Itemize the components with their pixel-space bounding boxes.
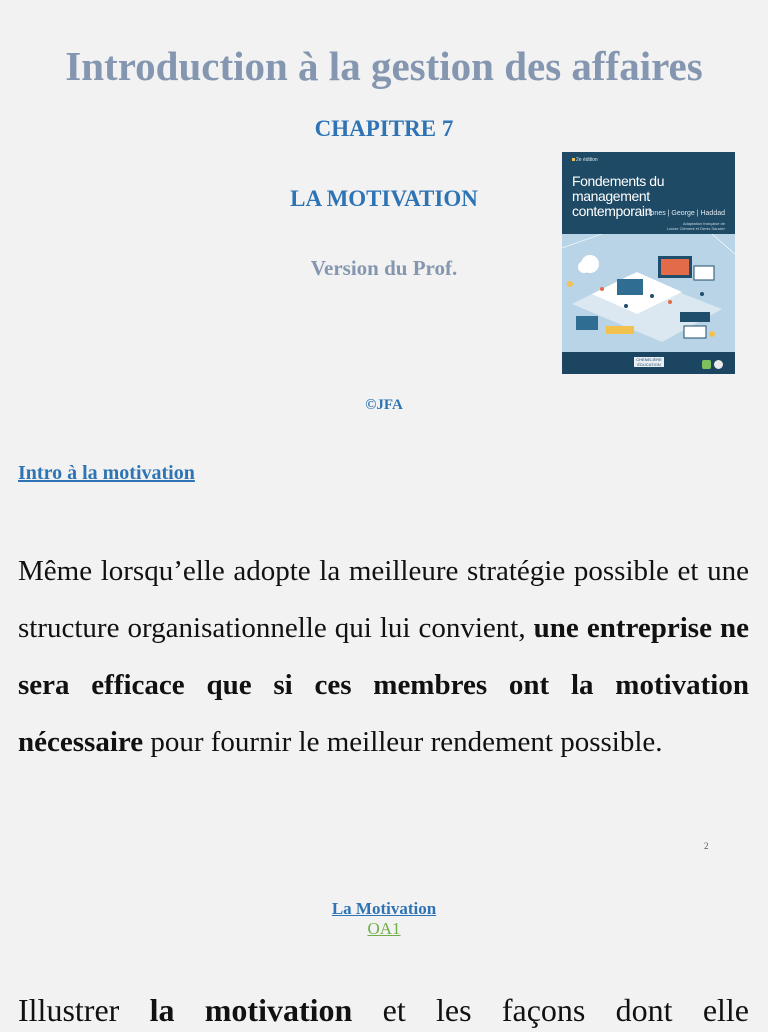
book-title-line1: Fondements du (572, 173, 665, 189)
book-adaptation-line1: Adaptation française de (682, 221, 725, 226)
book-adaptation (667, 221, 725, 231)
objective-link-oa1[interactable]: OA1 (367, 919, 401, 938)
book-authors: Jones | George | Haddad (647, 210, 725, 217)
section-link-intro-motivation[interactable]: Intro à la motivation (18, 462, 195, 484)
book-title-line2: management contemporain (572, 188, 653, 219)
body-paragraph-2 (18, 988, 749, 1032)
copyright-label: ©JFA (365, 397, 403, 413)
body-text-bold: une entreprise ne sera efficace que si ces membres ont la motivation nécessaire (18, 612, 749, 758)
body2-text-part1: Illustrer (18, 992, 150, 1028)
book-cover-image (562, 152, 735, 374)
page-number: 2 (704, 841, 709, 851)
body2-text-part2: et les façons dont elle (352, 992, 749, 1028)
body-paragraph (18, 543, 749, 771)
version-label: Version du Prof. (310, 256, 458, 280)
publisher-logo: CHENELIÈRE ÉDUCATION (634, 357, 664, 367)
body-text-part2: pour fournir le meilleur rendement possible. (143, 726, 663, 758)
body-text-part1: Même lorsqu’elle adopte la meilleure stratégie possible et une structure organisationnelle qui lui convient, (18, 555, 749, 644)
section-link-la-motivation[interactable]: La Motivation (331, 899, 437, 918)
body2-text-bold: la motivation (149, 992, 353, 1028)
document-title: Introduction à la gestion des affaires (65, 43, 703, 89)
book-edition: 2e édition (576, 157, 598, 163)
cover-illustration (562, 234, 735, 352)
round-badge-icon (714, 360, 723, 369)
chapter-subtitle: LA MOTIVATION (290, 186, 478, 211)
book-adaptation-line2: Louise Clément et Denis Saucier (666, 226, 725, 231)
edition-badge (572, 158, 575, 161)
book-cover-footer (562, 352, 735, 374)
chapter-heading: CHAPITRE 7 (314, 116, 454, 141)
green-badge-icon (702, 360, 711, 369)
